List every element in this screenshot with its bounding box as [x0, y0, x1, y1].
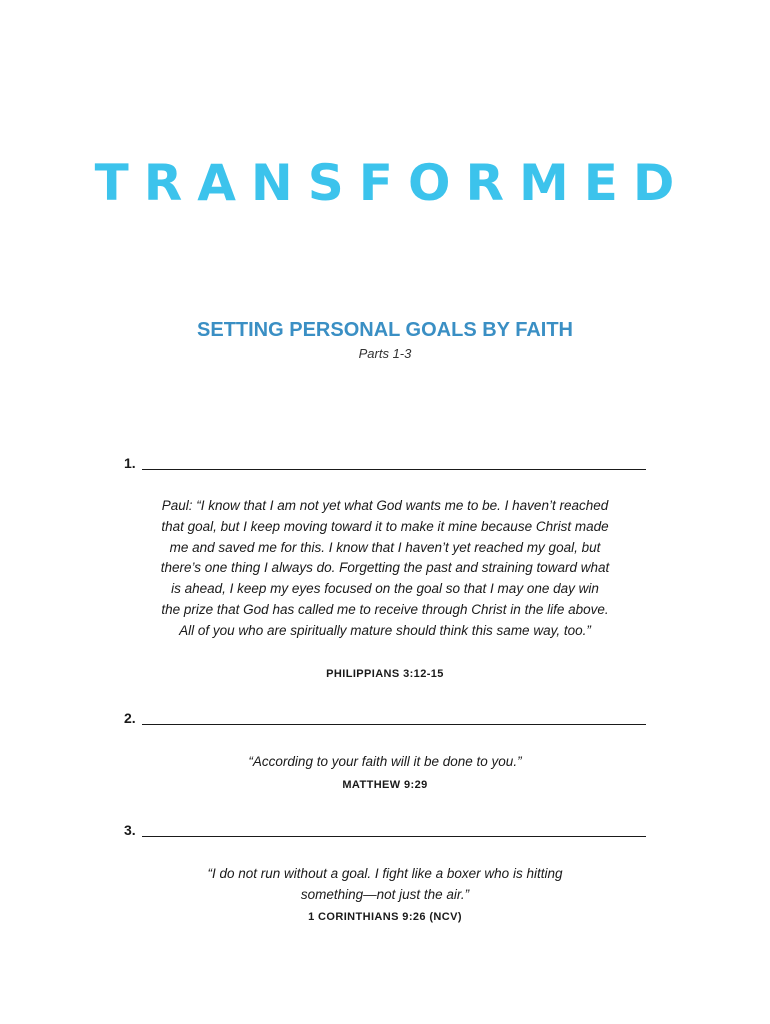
fill-in-blank-line[interactable] — [142, 711, 646, 725]
scripture-quote: Paul: “I know that I am not yet what God wants me to be. I haven’t reached that goal, but I keep moving toward it to make it mine because Christ made me and saved me for this. I know that I haven’t yet reached my goal, but there’s one thing I always do. Forgetting the past and straining toward what is ahead, I keep my eyes focused on the goal so that I may one day win the prize that God has called me to receive through Christ in the life above. All of you who are spiritually mature should think this same way, too.” — [160, 498, 610, 638]
brand-wordmark: TRANSFORMED — [94, 154, 690, 212]
goal-point-3 — [124, 819, 646, 837]
fill-in-blank-line[interactable] — [142, 823, 646, 837]
page-subtitle: Parts 1-3 — [358, 346, 412, 361]
point-number: 2. — [124, 710, 136, 726]
scripture-reference: 1 CORINTHIANS 9:26 (NCV) — [308, 911, 462, 923]
goal-point-2 — [124, 707, 646, 725]
scripture-quote: “I do not run without a goal. I fight like a boxer who is hitting something—not just the air.” — [207, 866, 563, 902]
scripture-reference: PHILIPPIANS 3:12-15 — [326, 668, 444, 680]
fill-in-blank-line[interactable] — [142, 456, 646, 470]
goal-point-1 — [124, 452, 646, 470]
scripture-reference: MATTHEW 9:29 — [342, 779, 428, 791]
scripture-quote: “According to your faith will it be done to you.” — [248, 754, 522, 769]
page-title: SETTING PERSONAL GOALS BY FAITH — [197, 319, 573, 341]
point-number: 3. — [124, 822, 136, 838]
point-number: 1. — [124, 455, 136, 471]
